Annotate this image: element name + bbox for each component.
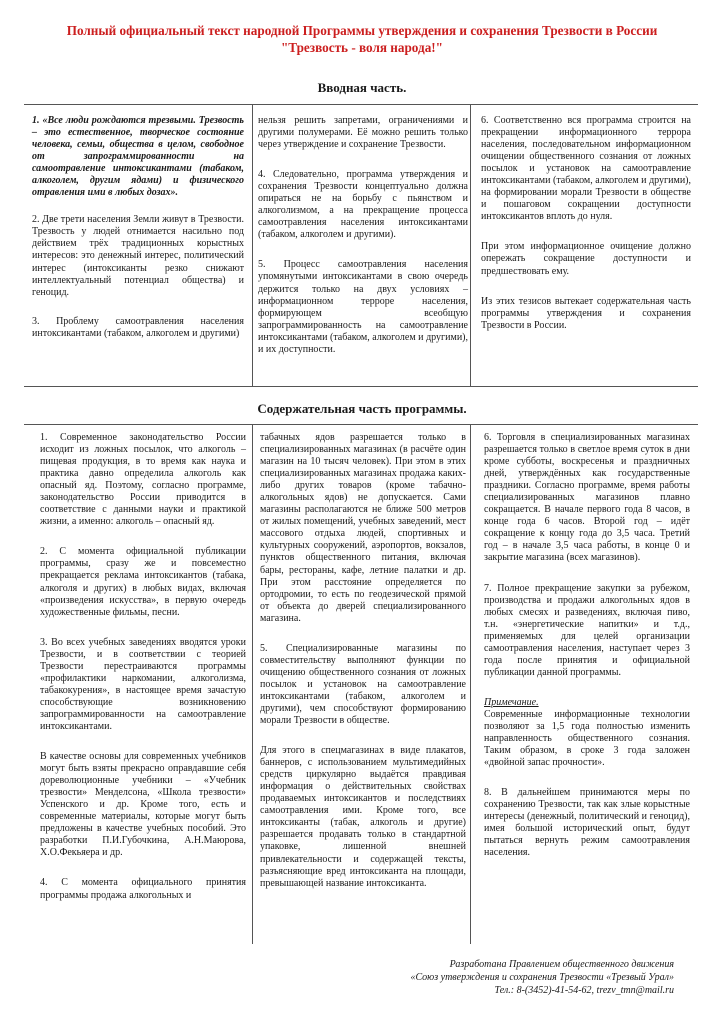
intro-item-6: 6. Соответственно вся программа строится на прекращении информационного террора населения, последовательном информационном очищении общественного сознания от ложных посылок и установок на самоотравление интоксикантами (табаком, алкоголем и другими), на формировании морали Трезвости в обществе и пошаговом сокращении доступности интоксикантов вплоть до нуля. [481, 115, 691, 223]
content-item-1: 1. Современное законодательство России исходит из ложных посылок, что алкоголь – пищевая продукция, в то время как наука и практика давно определила алкоголь как опасный яд. Поэтому, согласно программе, законодательство России приводится в соответствие с данными науки и практикой жизни, а именно: алкоголь – опасный яд. [40, 432, 246, 528]
content-heading: Содержательная часть программы. [257, 401, 467, 416]
content-item-7: 7. Полное прекращение закупки за рубежом, производства и продажи алкогольных ядов в любых смесях и разведениях, включая пиво, т.н. «энергетические напитки» и т.д., применяемых для целей организации самоотравления населения, наступает через 3 года после принятия и официальной публикации данной программы. [484, 582, 690, 678]
intro-item-1: 1. «Все люди рождаются трезвыми. Трезвость – это естественное, творческое состояние человека, семьи, общества в целом, свободное от запрограммированности на самоотравление интоксикантами (табаком, алкоголем, другим ядами) и физического отравления ими в любых дозах». [32, 115, 244, 199]
content-column-3 [484, 432, 690, 859]
intro-conclusion: Из этих тезисов вытекает содержательная часть программы утверждения и сохранения Трезвости в России. [481, 295, 691, 331]
footer-contacts: Тел.: 8-(3452)-41-54-62, trezv_tmn@mail.ru [494, 985, 674, 996]
footer-line-2: «Союз утверждения и сохранения Трезвости «Трезвый Урал» [410, 972, 674, 983]
content-item-3-textbooks: В качестве основы для современных учебников могут быть взяты прекрасно оправдавшие себя дореволюционные учебники – «Учебник трезвости» Менделсона, «Школа трезвости» Успенского и др. Кроме того, есть и современные материалы, которые могут быть предложены в качестве учебных пособий. Это разработки П.И.Губочкина, А.Н.Маюрова, Х.О.Фекьяера и др. [40, 751, 246, 859]
intro-top-rule [24, 104, 698, 105]
intro-divider-1 [252, 104, 253, 386]
footer-line-1: Разработана Правлением общественного движения [449, 959, 674, 970]
content-item-4: 4. С момента официального принятия программы продажа алкогольных и [40, 877, 246, 901]
document-title [0, 22, 724, 56]
content-column-1 [40, 432, 246, 902]
content-item-4-cont: табачных ядов разрешается только в специализированных магазинах (в расчёте один магазин на 10 тысяч человек). При этом в этих специализированных магазинах продажа каких-либо других товаров (кроме табачно-алкогольных ядов) не допускается. Сами магазины располагаются не ближе 500 метров от жилых помещений, учебных заведений, мест массового отдыха людей, спортивных и культурных сооружений, аэропортов, вокзалов, пунктов общественного питания, включая бары, рестораны, кафе, летние палатки и др. При этом расстояние определяется по ортодромии, то есть по геодезической прямой от объекта до дверей специализированного магазина. [260, 432, 466, 624]
content-column-2 [260, 432, 466, 890]
intro-column-3 [481, 115, 691, 332]
footer [274, 958, 674, 997]
content-item-2: 2. С момента официальной публикации программы, сразу же и повсеместно прекращается реклама интоксикантов (табака, алкоголя и других) в любых видах, включая «произведения искусства», в первую очередь художественные фильмы, песни. [40, 546, 246, 618]
intro-item-3: 3. Проблему самоотравления населения интоксикантами (табаком, алкоголем и другими) [32, 315, 244, 339]
content-top-rule [24, 424, 698, 425]
intro-item-4: 4. Следовательно, программа утверждения и сохранения Трезвости концептуально должна опираться не на борьбу с пьянством и алкоголизмом, а на прекращение процесса самоотравления населения интоксикантами (табаком, алкоголем и другими). [258, 169, 468, 241]
content-divider-2 [470, 424, 471, 944]
content-item-8: 8. В дальнейшем принимаются меры по сохранению Трезвости, так как злые корыстные интересы (денежный, политический и геноцид), имея большой исторический опыт, будут пытаться вернуть режим самоотравления населения. [484, 787, 690, 859]
content-item-6: 6. Торговля в специализированных магазинах разрешается только в светлое время суток в дни кроме субботы, воскресенья и праздничных дней, утверждённых как государственные праздники. Согласно программе, время работы специализированных магазинов плавно сокращается. В начале первого года 8 часов, в конце года 6 часов. Второй год – идёт сокращение к концу года до 3,5 часа. Третий год – в начале 3,5 часа работы, в конце 0 и закрытие магазина (всех магазинов). [484, 432, 690, 564]
intro-column-2 [258, 115, 468, 356]
content-item-5: 5. Специализированные магазины по совместительству выполняют функции по очищению общественного сознания от ложных посылок и установок на самоотравление интоксикантами (табаком, алкоголем и другими), чем способствуют формированию морали Трезвости в обществе. [260, 642, 466, 727]
intro-item-3-cont: нельзя решить запретами, ограничениями и другими полумерами. Её можно решить только через утверждение и сохранение Трезвости. [258, 115, 468, 151]
content-item-5-info: Для этого в спецмагазинах в виде плакатов, баннеров, с использованием мультимедийных средств циркулярно выдаётся правдивая информация о действительных свойствах продаваемых интоксикантов и последствиях самоотравления ими. Кроме того, все интоксиканты (табак, алкоголь и другие) разрешается продавать только в стандартной упаковке, лишенной внешней привлекательности и содержащей тексты, разъясняющие вред интоксиканта на площади, превышающей название интоксиканта. [260, 745, 466, 889]
intro-item-5: 5. Процесс самоотравления населения упомянутыми интоксикантами в свою очередь держится только на двух условиях – информационном терроре населения, формирующем всеобщую запрограммированность на самоотравление интоксикантами (табаком, алкоголем и другими), и их доступности. [258, 259, 468, 355]
content-divider-1 [252, 424, 253, 944]
content-note-text: Современные информационные технологии позволяют за 1,5 года полностью изменить направленность общественного сознания. Таким образом, в сроке 3 года заложен «двойной запас прочности». [484, 708, 690, 769]
intro-divider-2 [470, 104, 471, 386]
content-item-3: 3. Во всех учебных заведениях вводятся уроки Трезвости, и в соответствии с теорией Трезвости перестраиваются программы «профилактики наркомании, алкоголизма, табакокурения», в настоящее время зачастую способствующие возникновению запрограммированности на самоотравление интоксикантами. [40, 636, 246, 732]
intro-item-6-note: При этом информационное очищение должно опережать сокращение доступности и предшествовать ему. [481, 241, 691, 277]
intro-heading: Вводная часть. [317, 80, 407, 95]
intro-bottom-rule [24, 386, 698, 387]
content-note-label: Примечание. [484, 696, 539, 708]
title-line-1: Полный официальный текст народной Программы утверждения и сохранения Трезвости в России [66, 23, 658, 38]
intro-column-1 [32, 115, 244, 340]
title-line-2: "Трезвость - воля народа!" [280, 40, 444, 55]
intro-item-2: 2. Две трети населения Земли живут в Трезвости. Трезвость у людей отнимается насильно под действием трёх традиционных корыстных интересов: это денежный интерес, политический интерес (интоксиканты резко снижают интеллектуальный потенциал общества) и геноцид. [32, 214, 244, 298]
